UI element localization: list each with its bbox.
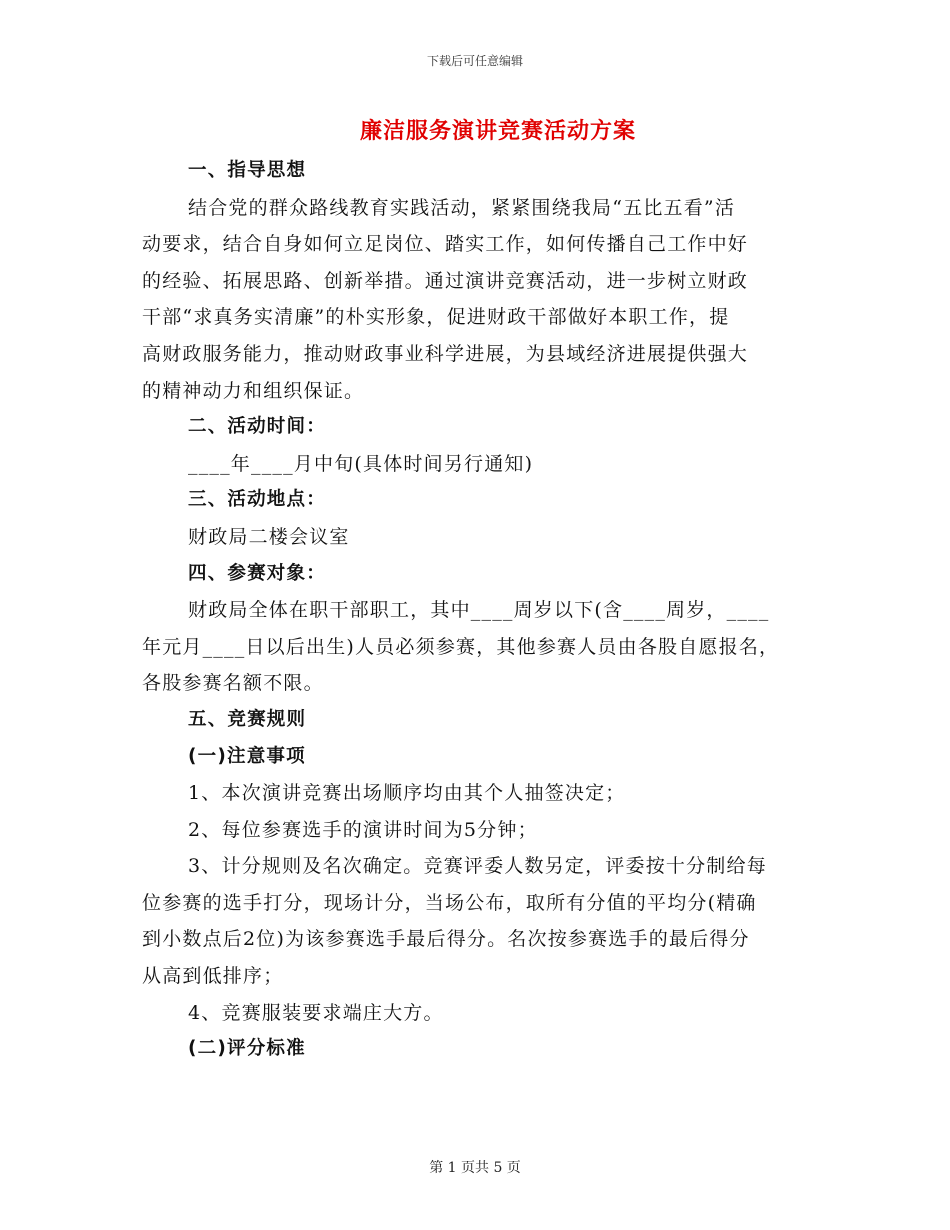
subsection-heading-scoring-criteria: (二)评分标准	[188, 1038, 306, 1060]
paragraph-line: 年元月____日以后出生)人员必须参赛，其他参赛人员由各股自愿报名，	[142, 635, 780, 658]
page-number-footer: 第 1 页共 5 页	[429, 1160, 521, 1176]
section-heading-competition-rules: 五、竞赛规则	[188, 708, 307, 730]
list-item: 1、本次演讲竞赛出场顺序均由其个人抽签决定；	[188, 782, 626, 805]
section-heading-activity-time: 二、活动时间：	[188, 416, 326, 438]
subsection-heading-notes: (一)注意事项	[188, 745, 306, 767]
paragraph-line: 到小数点后2位)为该参赛选手最后得分。名次按参赛选手的最后得分	[142, 928, 750, 951]
list-item: 4、竞赛服装要求端庄大方。	[188, 1001, 444, 1024]
paragraph-line: 从高到低排序；	[142, 965, 284, 988]
paragraph-line: 高财政服务能力，推动财政事业科学进展，为县域经济进展提供强大	[142, 342, 749, 365]
section-heading-guiding-ideology: 一、指导思想	[188, 160, 307, 181]
paragraph-line: 各股参赛名额不限。	[142, 672, 324, 695]
paragraph-line: 干部“求真务实清廉”的朴实形象，促进财政干部做好本职工作，提	[142, 306, 730, 329]
paragraph-line: 动要求，结合自身如何立足岗位、踏实工作，如何传播自己工作中好	[142, 233, 749, 256]
section-heading-activity-location: 三、活动地点：	[188, 489, 326, 511]
section-heading-participants: 四、参赛对象：	[188, 562, 326, 584]
paragraph-line: 的精神动力和组织保证。	[142, 379, 365, 402]
paragraph-line: ____年____月中旬(具体时间另行通知)	[188, 452, 534, 475]
header-note: 下载后可任意编辑	[426, 54, 523, 68]
paragraph-line: 的经验、拓展思路、创新举措。通过演讲竞赛活动，进一步树立财政	[142, 269, 749, 292]
document-body	[142, 153, 807, 1068]
paragraph-line: 财政局二楼会议室	[188, 525, 350, 548]
paragraph-line: 结合党的群众路线教育实践活动，紧紧围绕我局“五比五看”活	[188, 196, 736, 219]
list-item: 3、计分规则及名次确定。竞赛评委人数另定，评委按十分制给每	[188, 855, 767, 878]
paragraph-line: 财政局全体在职干部职工，其中____周岁以下(含____周岁，____	[188, 599, 770, 622]
document-title: 廉洁服务演讲竞赛活动方案	[359, 118, 636, 144]
paragraph-line: 位参赛的选手打分，现场计分，当场公布，取所有分值的平均分(精确	[142, 891, 757, 914]
list-item: 2、每位参赛选手的演讲时间为5分钟；	[188, 818, 538, 841]
